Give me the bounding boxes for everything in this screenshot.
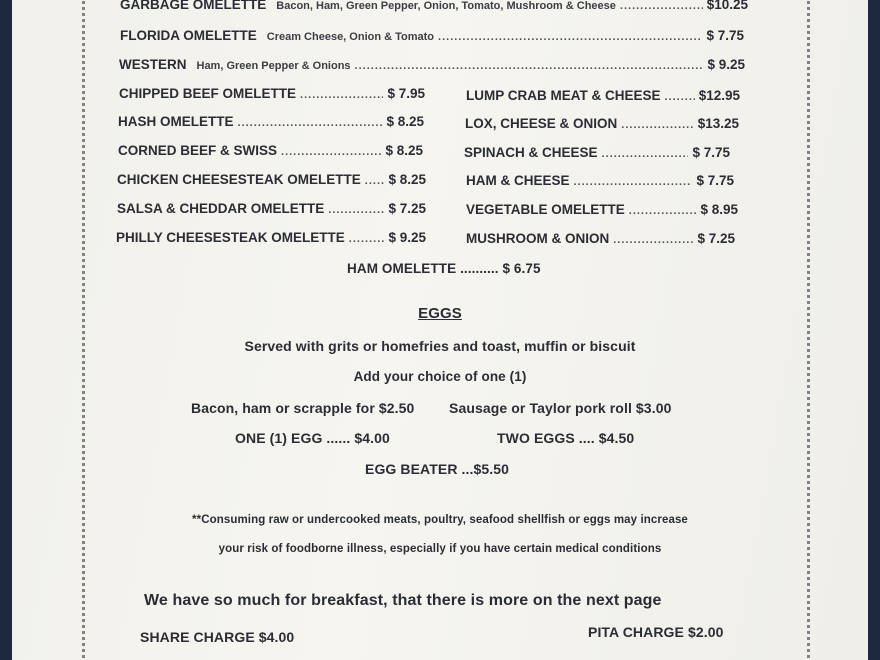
item-name: FLORIDA OMELETTE	[120, 28, 257, 43]
food-warning-line-2: your risk of foodborne illness, especially if you have certain medical conditions	[218, 543, 662, 555]
item-name: CHIPPED BEEF OMELETTE	[119, 86, 297, 101]
menu-item-right-6	[466, 231, 735, 246]
eggs-one-egg: ONE (1) EGG ...... $4.00	[235, 430, 390, 446]
item-price: $ 7.25	[388, 201, 426, 216]
leader-dots: ..........	[460, 261, 499, 276]
item-name: WESTERN	[119, 57, 187, 72]
menu-item-garbage-omelette	[120, 0, 748, 12]
leader-dots	[629, 205, 697, 217]
leader-dots	[438, 31, 702, 43]
menu-page	[12, 0, 868, 660]
item-price: $ 8.25	[386, 114, 424, 129]
item-price: $ 7.75	[696, 173, 734, 188]
leader-dots	[238, 117, 383, 129]
menu-item-right-3	[464, 145, 730, 160]
item-name: HASH OMELETTE	[118, 114, 234, 129]
item-price: $ 8.25	[385, 143, 423, 158]
leader-dots	[574, 176, 693, 188]
item-price: $ 7.75	[706, 28, 744, 43]
share-charge: SHARE CHARGE $4.00	[140, 629, 295, 645]
item-name: SPINACH & CHEESE	[464, 145, 598, 160]
item-name: CORNED BEEF & SWISS	[118, 143, 278, 158]
item-name: PHILLY CHEESESTEAK OMELETTE	[116, 230, 345, 245]
food-warning-line-1: **Consuming raw or undercooked meats, poultry, seafood shellfish or eggs may increase	[192, 514, 688, 526]
eggs-two-eggs: TWO EGGS .... $4.50	[497, 430, 635, 446]
leader-dots	[328, 204, 384, 216]
item-price: $12.95	[698, 88, 740, 103]
leader-dots	[621, 119, 693, 131]
pita-charge: PITA CHARGE $2.00	[588, 624, 724, 640]
menu-item-florida-omelette	[120, 28, 744, 43]
item-name: LOX, CHEESE & ONION	[465, 116, 618, 131]
leader-dots	[355, 60, 704, 72]
item-name: GARBAGE OMELETTE	[120, 0, 267, 12]
item-price: $ 6.75	[502, 261, 541, 276]
leader-dots	[365, 175, 385, 187]
menu-item-right-1	[466, 88, 740, 103]
leader-dots	[620, 0, 703, 12]
item-price: $ 7.25	[697, 231, 735, 246]
menu-item-right-5	[466, 202, 738, 217]
item-price: $ 7.95	[387, 86, 425, 101]
item-price: $ 9.25	[707, 57, 745, 72]
item-name: LUMP CRAB MEAT & CHEESE	[466, 88, 661, 103]
item-name: VEGETABLE OMELETTE	[466, 202, 625, 217]
item-price: $ 9.25	[388, 230, 426, 245]
item-name: CHICKEN CHEESESTEAK OMELETTE	[117, 172, 361, 187]
menu-item-left-1	[119, 86, 425, 101]
item-price: $ 8.25	[388, 172, 426, 187]
leader-dots	[281, 146, 381, 158]
menu-item-left-3	[118, 143, 423, 158]
leader-dots	[602, 148, 689, 160]
menu-item-right-2	[465, 116, 739, 131]
item-price: $ 7.75	[692, 145, 730, 160]
leader-dots	[613, 234, 693, 246]
item-desc: Cream Cheese, Onion & Tomato	[266, 31, 435, 43]
menu-item-left-5	[117, 201, 426, 216]
item-desc: Ham, Green Pepper & Onions	[196, 60, 351, 72]
leader-dots	[665, 91, 695, 103]
menu-item-right-4	[466, 173, 734, 188]
menu-item-left-6	[116, 230, 426, 245]
item-desc: Bacon, Ham, Green Pepper, Onion, Tomato, Mushroom & Cheese	[276, 0, 616, 12]
item-price: $13.25	[697, 116, 739, 131]
more-next-page: We have so much for breakfast, that there is more on the next page	[144, 592, 662, 609]
eggs-served-with: Served with grits or homefries and toast, muffin or biscuit	[244, 338, 636, 354]
menu-item-western	[119, 57, 745, 72]
item-name: HAM & CHEESE	[466, 173, 570, 188]
eggs-meat-option-2: Sausage or Taylor pork roll $3.00	[449, 400, 672, 416]
item-price: $ 8.95	[700, 202, 738, 217]
eggs-egg-beater: EGG BEATER ...$5.50	[365, 461, 510, 477]
leader-dots	[349, 233, 385, 245]
item-name: SALSA & CHEDDAR OMELETTE	[117, 201, 325, 216]
menu-item-left-2	[118, 114, 424, 129]
item-price: $10.25	[706, 0, 748, 12]
item-name: HAM OMELETTE	[347, 261, 457, 276]
leader-dots	[300, 89, 383, 101]
eggs-meat-option-1: Bacon, ham or scrapple for $2.50	[191, 400, 415, 416]
item-name: MUSHROOM & ONION	[466, 231, 610, 246]
menu-item-ham-omelette	[347, 261, 541, 276]
eggs-section-title: EGGS	[418, 305, 462, 322]
menu-item-left-4	[117, 172, 426, 187]
eggs-add-choice: Add your choice of one (1)	[353, 369, 527, 384]
